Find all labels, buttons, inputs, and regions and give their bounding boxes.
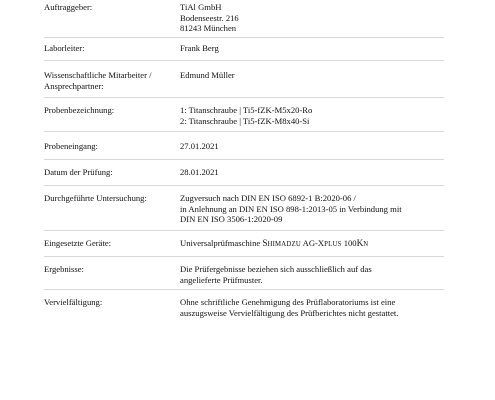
label-pruefdatum: Datum der Prüfung: (44, 167, 113, 177)
row-divider (44, 256, 444, 257)
row-divider (44, 289, 444, 290)
row-divider (44, 131, 444, 132)
label-probeneingang: Probeneingang: (44, 141, 98, 151)
results-line-2: angelieferte Prüfmuster. (180, 274, 263, 285)
sample-2: 2: Titanschraube | Ti5-fZK-M8x40-Si (180, 115, 310, 126)
label-ergebnisse: Ergebnisse: (44, 264, 84, 274)
label-geraete: Eingesetzte Geräte: (44, 238, 112, 248)
equipment-part: HIMADZU (267, 241, 301, 248)
equipment-part: K (356, 238, 364, 248)
row-divider (44, 37, 444, 38)
standard-line-2: in Anlehnung an DIN EN ISO 898-1:2013-05 in Verbindung mit (180, 203, 402, 214)
client-street: Bodenseestr. 216 (180, 12, 239, 23)
results-line-1: Die Prüfergebnisse beziehen sich ausschließlich auf das (180, 264, 372, 274)
row-divider (44, 185, 444, 186)
equipment-text (180, 238, 480, 251)
value-auftraggeber (180, 2, 480, 34)
equipment-part: N (363, 241, 369, 248)
value-vervielfaeltigung (180, 297, 480, 318)
copyright-line-2: auszugsweise Vervielfältigung des Prüfberichtes nicht gestattet. (180, 307, 399, 318)
label-vervielfaeltigung: Vervielfältigung: (44, 297, 103, 307)
value-probeneingang: 27.01.2021 (180, 141, 219, 151)
label-mitarbeiter-line2: Ansprechpartner: (44, 80, 104, 91)
row-divider (44, 230, 444, 231)
label-auftraggeber: Auftraggeber: (44, 2, 93, 12)
equipment-part: PLUS (324, 241, 342, 248)
label-mitarbeiter (44, 70, 174, 91)
label-untersuchung: Durchgeführte Untersuchung: (44, 193, 147, 203)
equipment-part: S (262, 238, 268, 248)
label-mitarbeiter-line1: Wissenschaftliche Mitarbeiter / (44, 70, 152, 80)
value-geraete (180, 238, 480, 251)
value-ergebnisse (180, 264, 480, 285)
sample-1: 1: Titanschraube | Ti5-fZK-M5x20-Ro (180, 105, 313, 115)
equipment-part: AG-X (300, 238, 325, 248)
equipment-part: Universalprüfmaschine (180, 238, 263, 248)
label-probenbezeichnung: Probenbezeichnung: (44, 105, 115, 115)
label-laborleiter: Laborleiter: (44, 43, 85, 53)
standard-line-3: DIN EN ISO 3506-1:2020-09 (180, 214, 283, 224)
row-divider (44, 60, 444, 61)
client-name: TiAl GmbH (180, 2, 222, 12)
value-laborleiter: Frank Berg (180, 43, 219, 53)
standard-line-1: Zugversuch nach DIN EN ISO 6892-1 B:2020-06 / (180, 193, 356, 203)
value-probenbezeichnung (180, 105, 480, 126)
equipment-part: 100 (341, 238, 357, 248)
row-divider (44, 159, 444, 160)
row-divider (44, 97, 444, 98)
value-untersuchung (180, 193, 480, 225)
copyright-line-1: Ohne schriftliche Genehmigung des Prüflaboratoriums ist eine (180, 297, 396, 307)
client-city: 81243 München (180, 23, 237, 33)
value-mitarbeiter: Edmund Müller (180, 70, 235, 80)
value-pruefdatum: 28.01.2021 (180, 167, 219, 177)
